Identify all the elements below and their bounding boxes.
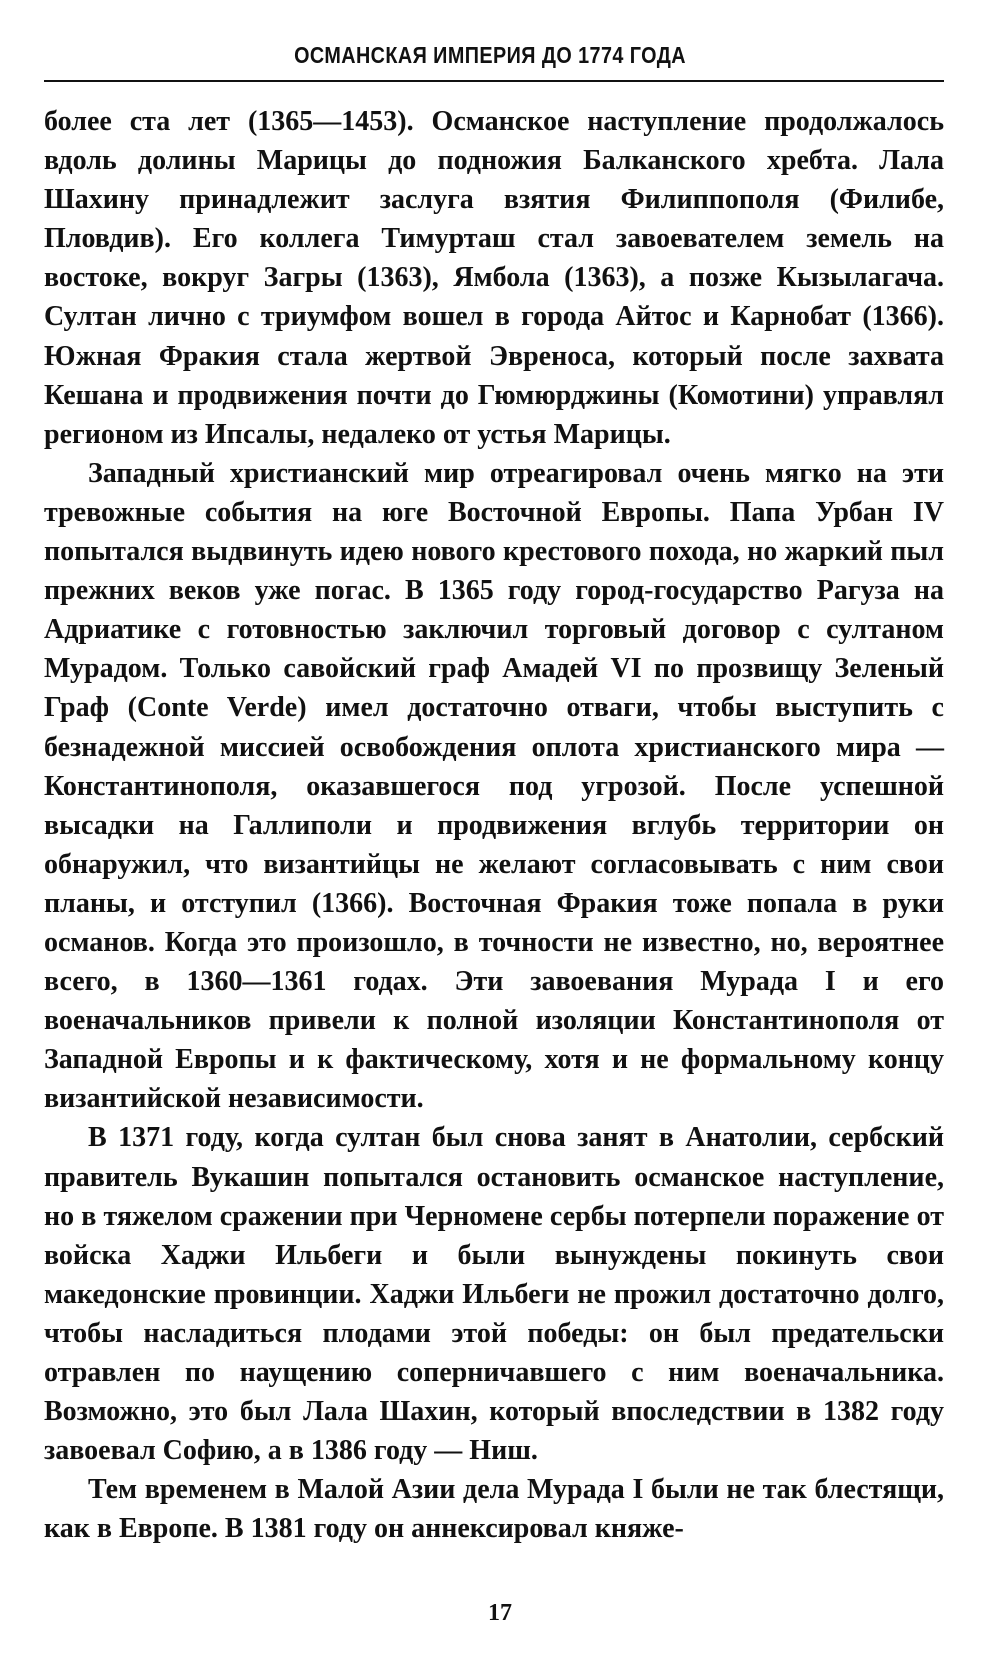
body-text [44, 102, 944, 1548]
paragraph: Западный христианский мир отреагировал очень мягко на эти тревожные события на юге Восточной Европы. Папа Урбан IV попытался выдвинуть идею нового крестового похода, но жаркий пыл прежних веков уже погас. В 1365 году город-государство Рагуза на Адриатике с готовностью заключил торговый договор с султаном Мурадом. Только савойский граф Амадей VI по прозвищу Зеленый Граф (Conte Verde) имел достаточно отваги, чтобы выступить с безнадежной миссией освобождения оплота христианского мира — Константинополя, оказавшегося под угрозой. После успешной высадки на Галлиполи и продвижения вглубь территории он обнаружил, что византийцы не желают согласовывать с ним свои планы, и отступил (1366). Восточная Фракия тоже попала в руки османов. Когда это произошло, в точности не известно, но, вероятнее всего, в 1360—1361 годах. Эти завоевания Мурада I и его военачальников привели к полной изоляции Константинополя от Западной Европы и к фактическому, хотя и не формальному концу византийской независимости. [44, 457, 944, 1115]
paragraph: Тем временем в Малой Азии дела Мурада I были не так блестящи, как в Европе. В 1381 году он аннексировал княже- [44, 1474, 944, 1545]
page-number: 17 [488, 1600, 512, 1626]
paragraph: В 1371 году, когда султан был снова занят в Анатолии, сербский правитель Вукашин попытался остановить османское наступление, но в тяжелом сражении при Черномене сербы потерпели поражение от войска Хаджи Ильбеги и были вынуждены покинуть свои македонские провинции. Хаджи Ильбеги не прожил достаточно долго, чтобы насладиться плодами этой победы: он был предательски отравлен по наущению соперничавшего с ним военачальника. Возможно, это был Лала Шахин, который впоследствии в 1382 году завоевал Софию, а в 1386 году — Ниш. [44, 1122, 944, 1467]
paragraph-continued: более ста лет (1365—1453). Османское наступление продолжалось вдоль долины Марицы до подножия Балканского хребта. Лала Шахину принадлежит заслуга взятия Филиппополя (Филибе, Пловдив). Его коллега Тимурташ стал завоевателем земель на востоке, вокруг Загры (1363), Ямбола (1363), а позже Кызылагача. Султан лично с триумфом вошел в города Айтос и Карнобат (1366). Южная Фракия стала жертвой Эвреноса, который после захвата Кешана и продвижения почти до Гюмюрджины (Комотини) управлял регионом из Ипсалы, недалеко от устья Марицы. [44, 106, 944, 450]
running-head: ОСМАНСКАЯ ИМПЕРИЯ ДО 1774 ГОДА [294, 42, 686, 68]
header-rule [44, 80, 944, 82]
